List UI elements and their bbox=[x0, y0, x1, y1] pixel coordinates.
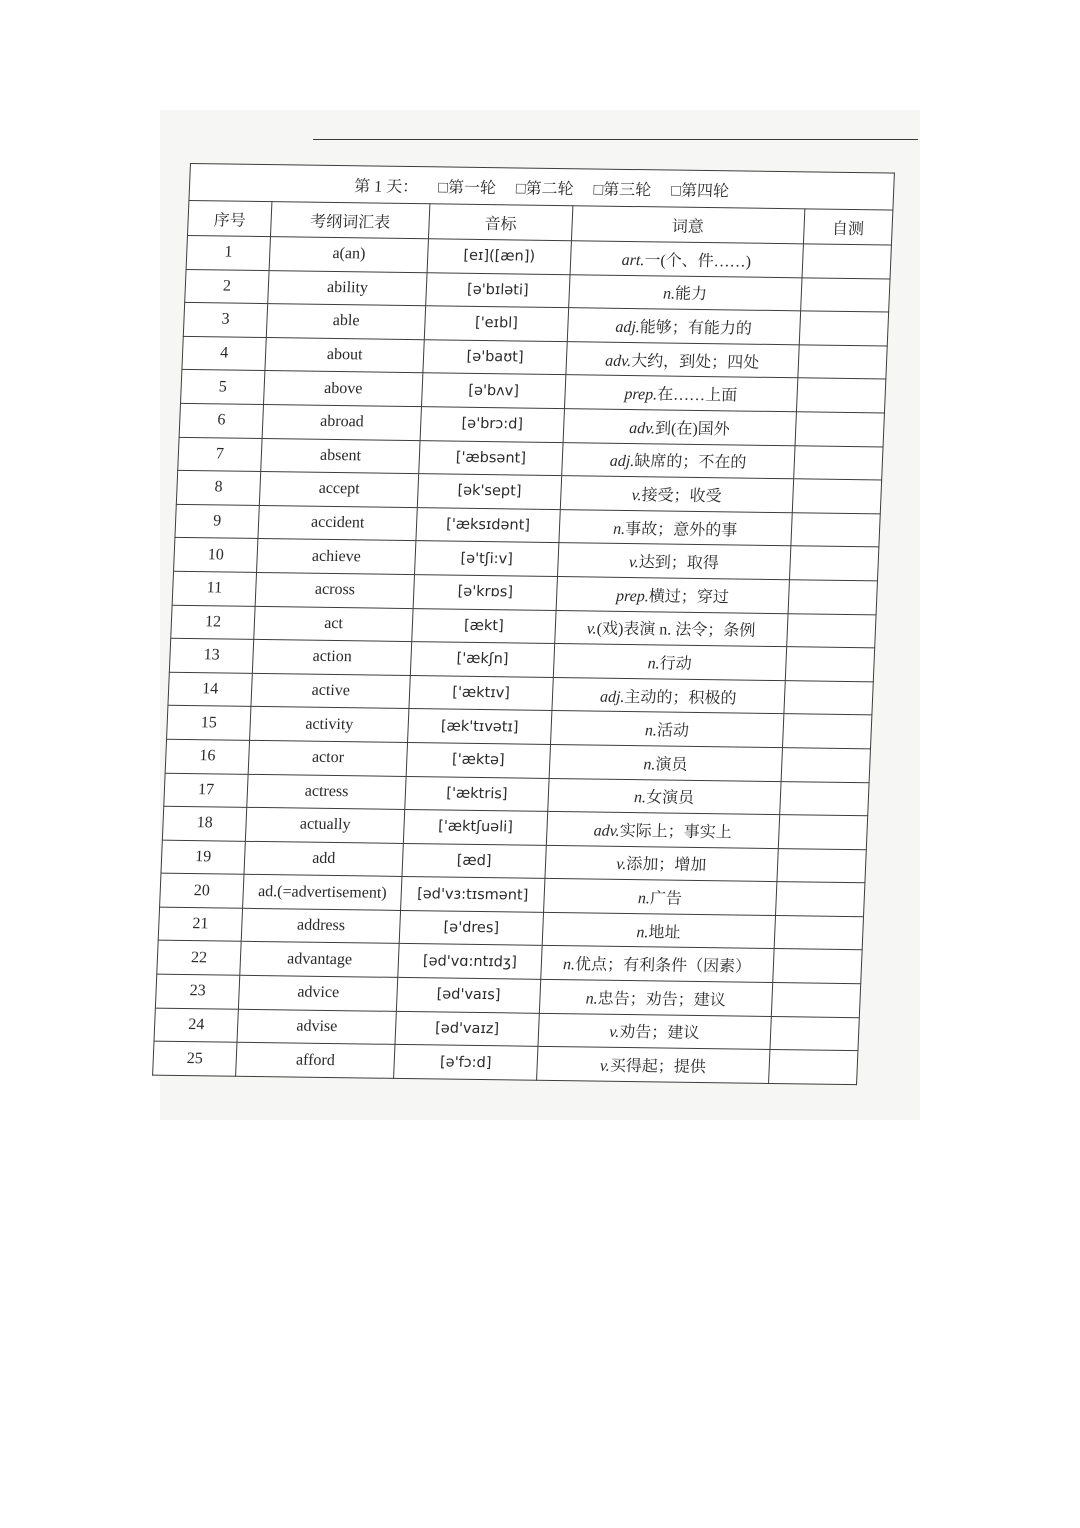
self-test-cell[interactable] bbox=[771, 983, 861, 1018]
self-test-cell[interactable] bbox=[800, 277, 890, 312]
row-phonetic: [æk'tɪvətɪ] bbox=[408, 709, 552, 745]
meaning-text: 演员 bbox=[655, 756, 688, 774]
meaning-text: 劝告；建议 bbox=[618, 1024, 700, 1043]
row-number: 6 bbox=[179, 403, 264, 438]
part-of-speech: prep. bbox=[624, 386, 658, 404]
row-word: about bbox=[265, 337, 424, 373]
part-of-speech: n. bbox=[562, 956, 576, 974]
row-word: action bbox=[252, 640, 411, 676]
self-test-cell[interactable] bbox=[775, 882, 865, 917]
row-word: active bbox=[251, 673, 410, 709]
row-number: 10 bbox=[174, 538, 259, 573]
row-word: accept bbox=[259, 472, 418, 508]
row-number: 5 bbox=[181, 370, 266, 405]
meaning-text: 到(在)国外 bbox=[654, 420, 731, 439]
row-meaning bbox=[552, 677, 785, 714]
row-phonetic: [ək'sept] bbox=[417, 474, 561, 510]
self-test-cell[interactable] bbox=[799, 311, 889, 346]
row-meaning bbox=[561, 442, 794, 479]
part-of-speech: v. bbox=[631, 487, 642, 505]
self-test-cell[interactable] bbox=[778, 815, 868, 850]
meaning-text: 在……上面 bbox=[656, 386, 738, 405]
part-of-speech: v. bbox=[586, 620, 598, 638]
meaning-text: 买得起；提供 bbox=[609, 1057, 707, 1077]
part-of-speech: n. bbox=[612, 520, 626, 538]
meaning-text: 大约，到处；四处 bbox=[630, 352, 760, 372]
part-of-speech: adj. bbox=[599, 688, 625, 706]
part-of-speech: v. bbox=[608, 1024, 620, 1042]
header-meaning: 词意 bbox=[571, 206, 804, 244]
meaning-text: 活动 bbox=[656, 722, 690, 740]
row-number: 24 bbox=[154, 1008, 239, 1043]
row-meaning bbox=[556, 576, 789, 613]
row-phonetic: [ə'baʊt] bbox=[423, 339, 567, 375]
row-phonetic: [ə'bɪləti] bbox=[426, 272, 570, 308]
row-word: advantage bbox=[240, 942, 399, 978]
row-number: 15 bbox=[167, 706, 252, 741]
self-test-cell[interactable] bbox=[770, 1016, 860, 1051]
meaning-text: 事故；意外的事 bbox=[624, 520, 738, 540]
row-meaning bbox=[564, 375, 797, 412]
row-phonetic: ['æbsənt] bbox=[419, 440, 563, 476]
row-phonetic: [əd'vaɪz] bbox=[395, 1011, 539, 1047]
part-of-speech: adv. bbox=[628, 419, 656, 438]
row-number: 12 bbox=[171, 605, 256, 640]
row-meaning bbox=[545, 845, 778, 882]
row-meaning bbox=[553, 644, 786, 681]
row-number: 23 bbox=[155, 974, 240, 1009]
row-phonetic: [ə'dres] bbox=[399, 910, 543, 946]
row-meaning bbox=[549, 744, 782, 781]
self-test-cell[interactable] bbox=[788, 580, 878, 615]
self-test-cell[interactable] bbox=[798, 345, 888, 380]
row-number: 1 bbox=[186, 235, 271, 270]
header-phonetic: 音标 bbox=[429, 204, 573, 241]
meaning-text: 忠告；劝告；建议 bbox=[597, 990, 727, 1010]
part-of-speech: n. bbox=[647, 655, 661, 673]
part-of-speech: adv. bbox=[604, 352, 632, 370]
self-test-cell[interactable] bbox=[781, 748, 871, 783]
part-of-speech: art. bbox=[621, 251, 645, 269]
row-phonetic: [əd'vaɪs] bbox=[397, 977, 541, 1013]
row-meaning bbox=[567, 308, 800, 345]
round-checkbox-2[interactable]: □第二轮 bbox=[515, 179, 574, 198]
self-test-cell[interactable] bbox=[772, 949, 862, 984]
part-of-speech: n. bbox=[633, 789, 647, 807]
row-number: 3 bbox=[183, 303, 268, 338]
part-of-speech: n. bbox=[644, 722, 658, 740]
self-test-cell[interactable] bbox=[784, 680, 874, 715]
part-of-speech: n. bbox=[643, 755, 656, 774]
row-phonetic: [ə'brɔ:d] bbox=[420, 407, 564, 443]
row-meaning bbox=[541, 946, 774, 983]
row-number: 25 bbox=[153, 1041, 238, 1076]
self-test-cell[interactable] bbox=[786, 613, 876, 648]
day-label: 第 1 天： bbox=[353, 177, 419, 196]
row-phonetic: [ə'krɒs] bbox=[413, 575, 557, 611]
row-word: actress bbox=[247, 774, 406, 810]
meaning-text: 横过；穿过 bbox=[648, 588, 730, 607]
row-meaning bbox=[555, 610, 788, 647]
row-meaning bbox=[570, 241, 803, 278]
meaning-text: 实际上；事实上 bbox=[619, 822, 733, 842]
part-of-speech: adv. bbox=[593, 822, 620, 840]
row-word: ad.(=advertisement) bbox=[243, 875, 402, 911]
row-number: 4 bbox=[182, 336, 267, 371]
row-meaning bbox=[539, 979, 772, 1016]
self-test-cell[interactable] bbox=[792, 479, 882, 514]
meaning-text: (戏)表演 n. 法令；条例 bbox=[596, 620, 756, 641]
row-meaning bbox=[548, 778, 781, 815]
self-test-cell[interactable] bbox=[796, 378, 886, 413]
header-number: 序号 bbox=[187, 200, 272, 236]
part-of-speech: adj. bbox=[615, 318, 641, 337]
row-number: 16 bbox=[165, 739, 250, 774]
row-number: 20 bbox=[160, 873, 245, 908]
row-number: 9 bbox=[175, 504, 260, 539]
row-phonetic: [əd'vɑ:ntɪdʒ] bbox=[398, 944, 542, 980]
part-of-speech: n. bbox=[585, 990, 599, 1008]
row-number: 18 bbox=[162, 806, 247, 841]
self-test-cell[interactable] bbox=[768, 1050, 858, 1085]
row-word: actor bbox=[248, 740, 407, 776]
row-phonetic: [ə'bʌv] bbox=[422, 373, 566, 409]
part-of-speech: n. bbox=[637, 890, 651, 908]
vocab-table bbox=[152, 163, 895, 1085]
meaning-text: 接受；收受 bbox=[641, 487, 722, 506]
row-number: 22 bbox=[157, 941, 242, 976]
row-word: actually bbox=[245, 807, 404, 843]
row-meaning bbox=[559, 509, 792, 546]
meaning-text: 一(个、件……) bbox=[644, 251, 752, 271]
row-number: 21 bbox=[158, 907, 243, 942]
meaning-text: 广告 bbox=[649, 890, 683, 908]
row-word: across bbox=[255, 572, 414, 608]
row-number: 13 bbox=[169, 638, 254, 673]
self-test-cell[interactable] bbox=[777, 848, 867, 883]
row-meaning bbox=[560, 476, 793, 513]
row-meaning bbox=[550, 711, 783, 748]
row-word: advice bbox=[239, 975, 398, 1011]
row-meaning bbox=[538, 1013, 771, 1050]
meaning-text: 达到；取得 bbox=[638, 554, 720, 573]
meaning-text: 优点；有利条件（因素） bbox=[574, 956, 752, 976]
self-test-cell[interactable] bbox=[774, 915, 864, 950]
row-meaning bbox=[542, 912, 775, 949]
self-test-cell[interactable] bbox=[802, 244, 892, 279]
row-phonetic: ['æktris] bbox=[405, 776, 549, 812]
row-number: 8 bbox=[176, 471, 261, 506]
row-word: able bbox=[266, 304, 425, 340]
row-word: add bbox=[244, 841, 403, 877]
top-rule bbox=[313, 139, 918, 140]
row-phonetic: [æd] bbox=[402, 843, 546, 879]
row-phonetic: ['eɪbl] bbox=[424, 306, 568, 342]
row-word: afford bbox=[236, 1042, 395, 1078]
part-of-speech: v. bbox=[628, 554, 640, 572]
row-word: address bbox=[241, 908, 400, 944]
row-number: 7 bbox=[178, 437, 263, 472]
self-test-cell[interactable] bbox=[779, 781, 869, 816]
part-of-speech: n. bbox=[636, 923, 649, 941]
row-number: 11 bbox=[172, 571, 257, 606]
meaning-text: 能够；有能力的 bbox=[639, 319, 753, 338]
row-word: abroad bbox=[262, 404, 421, 440]
self-test-cell[interactable] bbox=[791, 512, 881, 547]
row-number: 19 bbox=[161, 840, 246, 875]
row-word: absent bbox=[261, 438, 420, 474]
row-phonetic: [əd'vɜ:tɪsmənt] bbox=[401, 877, 545, 913]
self-test-cell[interactable] bbox=[782, 714, 872, 749]
row-phonetic: [ækt] bbox=[412, 608, 556, 644]
part-of-speech: n. bbox=[662, 285, 676, 304]
row-meaning bbox=[557, 543, 790, 580]
row-word: accident bbox=[258, 505, 417, 541]
row-phonetic: ['æktʃuəli] bbox=[404, 810, 548, 846]
row-number: 17 bbox=[164, 773, 249, 808]
row-meaning bbox=[546, 812, 779, 849]
row-phonetic: ['æktə] bbox=[406, 742, 550, 778]
part-of-speech: adj. bbox=[609, 453, 635, 471]
meaning-text: 女演员 bbox=[645, 789, 695, 808]
row-phonetic: [eɪ]([æn]) bbox=[427, 239, 571, 275]
row-meaning bbox=[536, 1047, 769, 1084]
meaning-text: 地址 bbox=[648, 923, 681, 942]
part-of-speech: v. bbox=[599, 1057, 611, 1075]
header-word: 考纲词汇表 bbox=[271, 202, 430, 239]
header-self-test: 自测 bbox=[803, 209, 893, 245]
row-meaning bbox=[566, 341, 799, 378]
row-word: above bbox=[264, 371, 423, 407]
self-test-cell[interactable] bbox=[793, 445, 883, 480]
part-of-speech: prep. bbox=[615, 587, 650, 606]
row-word: a(an) bbox=[269, 237, 428, 273]
row-meaning bbox=[568, 274, 801, 311]
row-phonetic: ['æksɪdənt] bbox=[416, 507, 560, 543]
row-word: ability bbox=[268, 270, 427, 306]
part-of-speech: v. bbox=[615, 856, 627, 874]
round-checkbox-3[interactable]: □第三轮 bbox=[593, 181, 652, 199]
row-phonetic: ['ækʃn] bbox=[410, 642, 554, 678]
row-meaning bbox=[543, 879, 776, 916]
round-checkbox-4[interactable]: □第四轮 bbox=[670, 182, 730, 200]
self-test-cell[interactable] bbox=[785, 647, 875, 682]
round-checkbox-1[interactable]: □第一轮 bbox=[437, 178, 497, 197]
row-phonetic: ['æktɪv] bbox=[409, 675, 553, 711]
row-word: activity bbox=[250, 707, 409, 743]
row-phonetic: [ə'tʃi:v] bbox=[415, 541, 559, 577]
row-number: 2 bbox=[185, 269, 270, 304]
row-word: advise bbox=[237, 1009, 396, 1045]
meaning-text: 能力 bbox=[674, 286, 708, 304]
row-meaning bbox=[563, 409, 796, 446]
row-phonetic: [ə'fɔ:d] bbox=[394, 1045, 538, 1081]
self-test-cell[interactable] bbox=[795, 412, 885, 447]
row-number: 14 bbox=[168, 672, 253, 707]
self-test-cell[interactable] bbox=[789, 546, 879, 581]
meaning-text: 缺席的；不在的 bbox=[633, 453, 747, 472]
meaning-text: 行动 bbox=[659, 655, 693, 673]
row-word: act bbox=[254, 606, 413, 642]
row-word: achieve bbox=[257, 539, 416, 575]
meaning-text: 添加；增加 bbox=[625, 856, 707, 875]
meaning-text: 主动的；积极的 bbox=[624, 688, 737, 708]
vocab-rows bbox=[153, 235, 892, 1084]
